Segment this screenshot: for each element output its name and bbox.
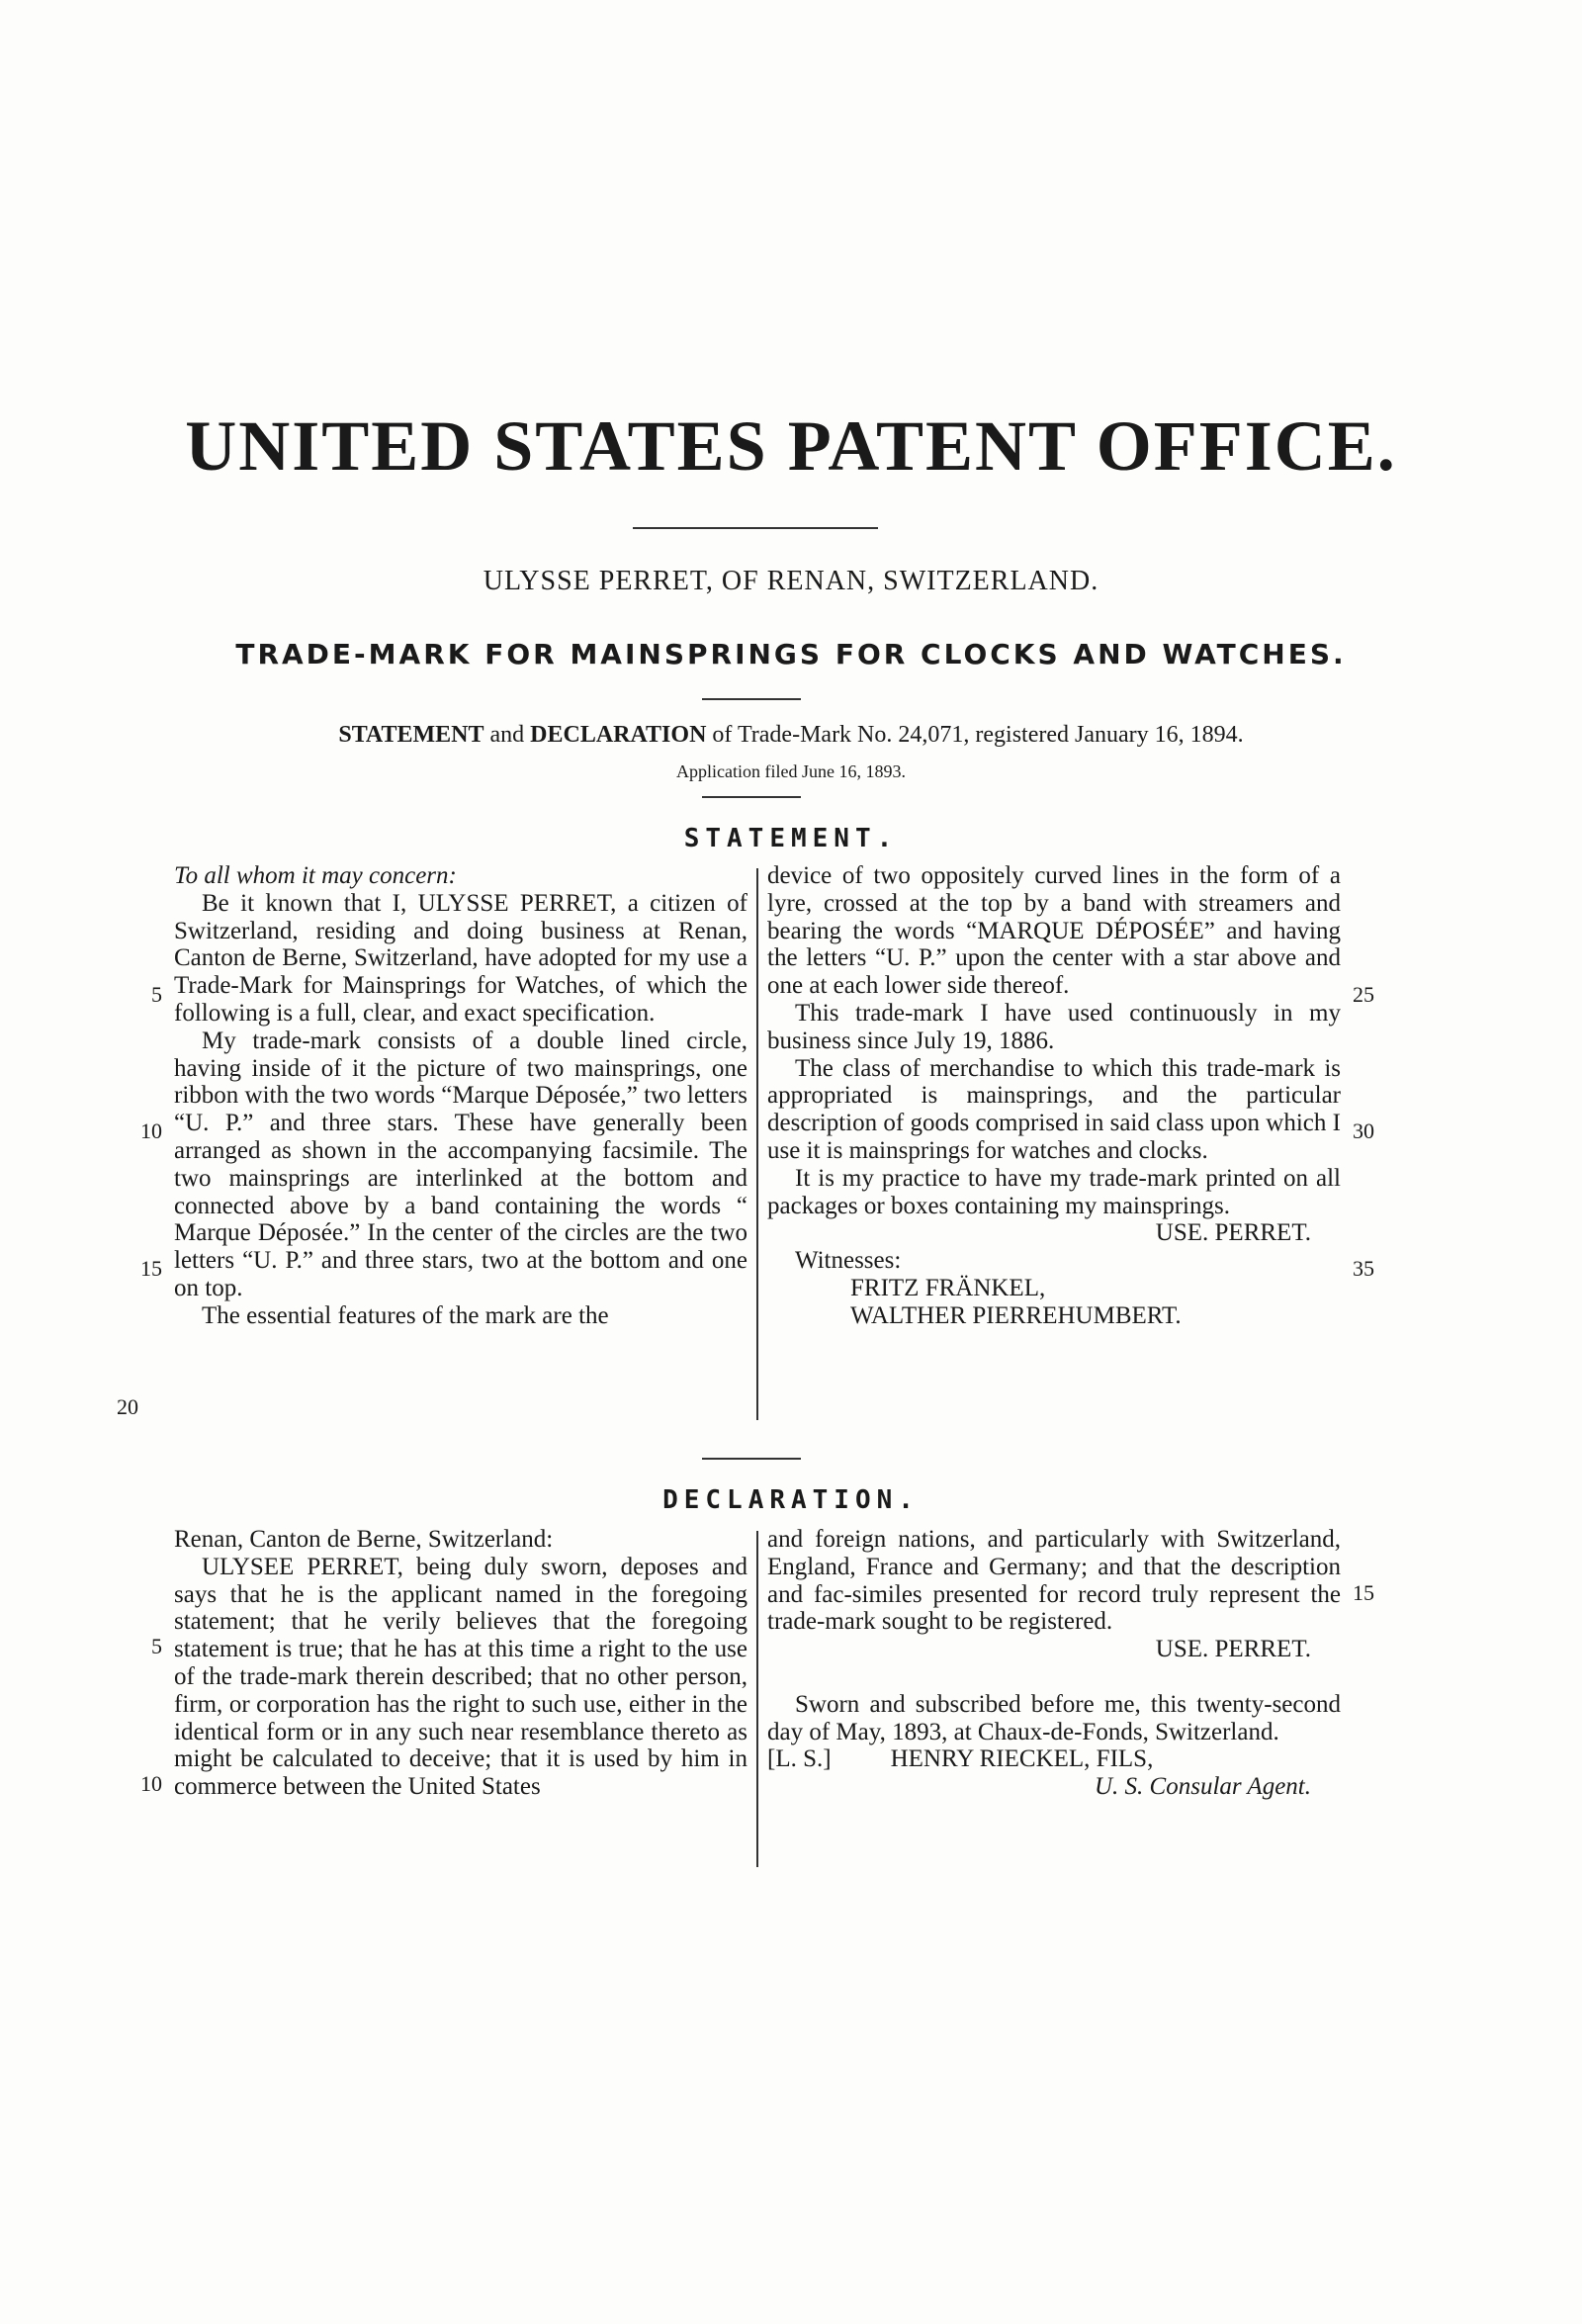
statement-left-column [174,862,747,1330]
column-divider [756,868,758,1420]
line-number: 5 [151,1634,162,1658]
author-line: ULYSSE PERRET, OF RENAN, SWITZERLAND. [483,566,1099,596]
line-number: 30 [1353,1118,1374,1143]
witnesses-label: Witnesses: [795,1247,902,1275]
line-number: 10 [140,1771,162,1796]
registration-info: of Trade-Mark No. 24,071, registered January 16, 1894. [706,722,1244,748]
line-number: 35 [1353,1256,1374,1281]
declaration-body-cont: and foreign nations, and particularly with Switzerland, England, France and Germany; and that the description and fac-similes presented for record truly represent the trade-mark sought to be registered. [767,1526,1341,1636]
signature: USE. PERRET. [1155,1219,1311,1247]
paragraph: The essential features of the mark are the [202,1301,609,1329]
line-number: 15 [1353,1580,1374,1605]
sworn-statement: Sworn and subscribed before me, this twenty-second day of May, 1893, at Chaux-de-Fonds, Switzerland. [767,1690,1341,1745]
salutation: To all whom it may concern: [174,862,457,889]
office-title: UNITED STATES PATENT OFFICE. [185,406,1397,486]
divider-application [702,796,801,798]
declaration-location: Renan, Canton de Berne, Switzerland: [174,1526,554,1553]
paragraph: Be it known that I, ULYSSE PERRET, a citizen of Switzerland, residing and doing business at Renan, Canton de Berne, Switzerland, have adopted for my use a Trade-Mark for Mainsprings for Watches, of which the following is a full, clear, and exact specification. [174,889,747,1027]
line-number: 20 [117,1394,138,1419]
statement-line [0,722,1582,749]
paragraph: My trade-mark consists of a double lined circle, having inside of it the picture of two mainsprings, one ribbon with the two words “Marque Déposée,” two letters “U. P.” and three stars. These have generally been arranged as shown in the accompanying facsimile. The two mainsprings are interlinked at the bottom and connected above by a band containing the words “ Marque Déposée.” In the center of the circles are the two letters “U. P.” and three stars, two at the bottom and one on top. [174,1027,747,1301]
statement-heading: STATEMENT. [683,824,899,853]
column-divider [756,1531,758,1867]
witness-name: FRITZ FRÄNKEL, [850,1274,1046,1301]
divider-top [633,527,878,529]
statement-right-column [767,862,1341,1330]
divider-subject [702,698,801,700]
line-number: 5 [151,982,162,1007]
declaration-word: DECLARATION [530,722,707,748]
statement-word: STATEMENT [338,722,484,748]
line-number: 10 [140,1118,162,1143]
declaration-heading: DECLARATION. [662,1485,920,1515]
paragraph: This trade-mark I have used continuously in my business since July 19, 1886. [767,999,1341,1054]
declaration-body: ULYSEE PERRET, being duly sworn, deposes and says that he is the applicant named in the foregoing statement; that he verily believes that the foregoing statement is true; that he has at this time a right to the use of the trade-mark therein described; that no other person, firm, or corporation has the right to such use, either in the identical form or in any such near resemblance thereto as might be calculated to deceive; that it is used by him in commerce between the United States [174,1553,747,1801]
line-number: 25 [1353,982,1374,1007]
statement-and: and [483,722,531,748]
paragraph: The class of merchandise to which this trade-mark is appropriated is mainsprings, and the particular description of goods comprised in said class upon which I use it is mainsprings for watches and clocks. [767,1054,1341,1164]
line-number: 15 [140,1256,162,1281]
signature: USE. PERRET. [1155,1636,1311,1663]
paragraph: It is my practice to have my trade-mark printed on all packages or boxes containing my mainsprings. [767,1164,1341,1219]
divider-sections [702,1458,801,1460]
spacer [767,1663,1341,1691]
seal-mark: [L. S.] [767,1745,832,1773]
subject-line: TRADE-MARK FOR MAINSPRINGS FOR CLOCKS AND WATCHES. [235,638,1347,670]
declaration-left-column [174,1526,747,1801]
paragraph: device of two oppositely curved lines in the form of a lyre, crossed at the top by a band with streamers and bearing the words “MARQUE DÉPOSÉE” and having the letters “U. P.” upon the center with a star above and one at each lower side thereof. [767,862,1341,1000]
official-title: U. S. Consular Agent. [1095,1773,1311,1801]
application-filed: Application filed June 16, 1893. [676,761,906,781]
witness-name: WALTHER PIERREHUMBERT. [850,1301,1182,1329]
declaration-right-column [767,1526,1341,1801]
official-name: HENRY RIECKEL, FILS, [890,1745,1154,1773]
official-line [767,1745,1341,1773]
